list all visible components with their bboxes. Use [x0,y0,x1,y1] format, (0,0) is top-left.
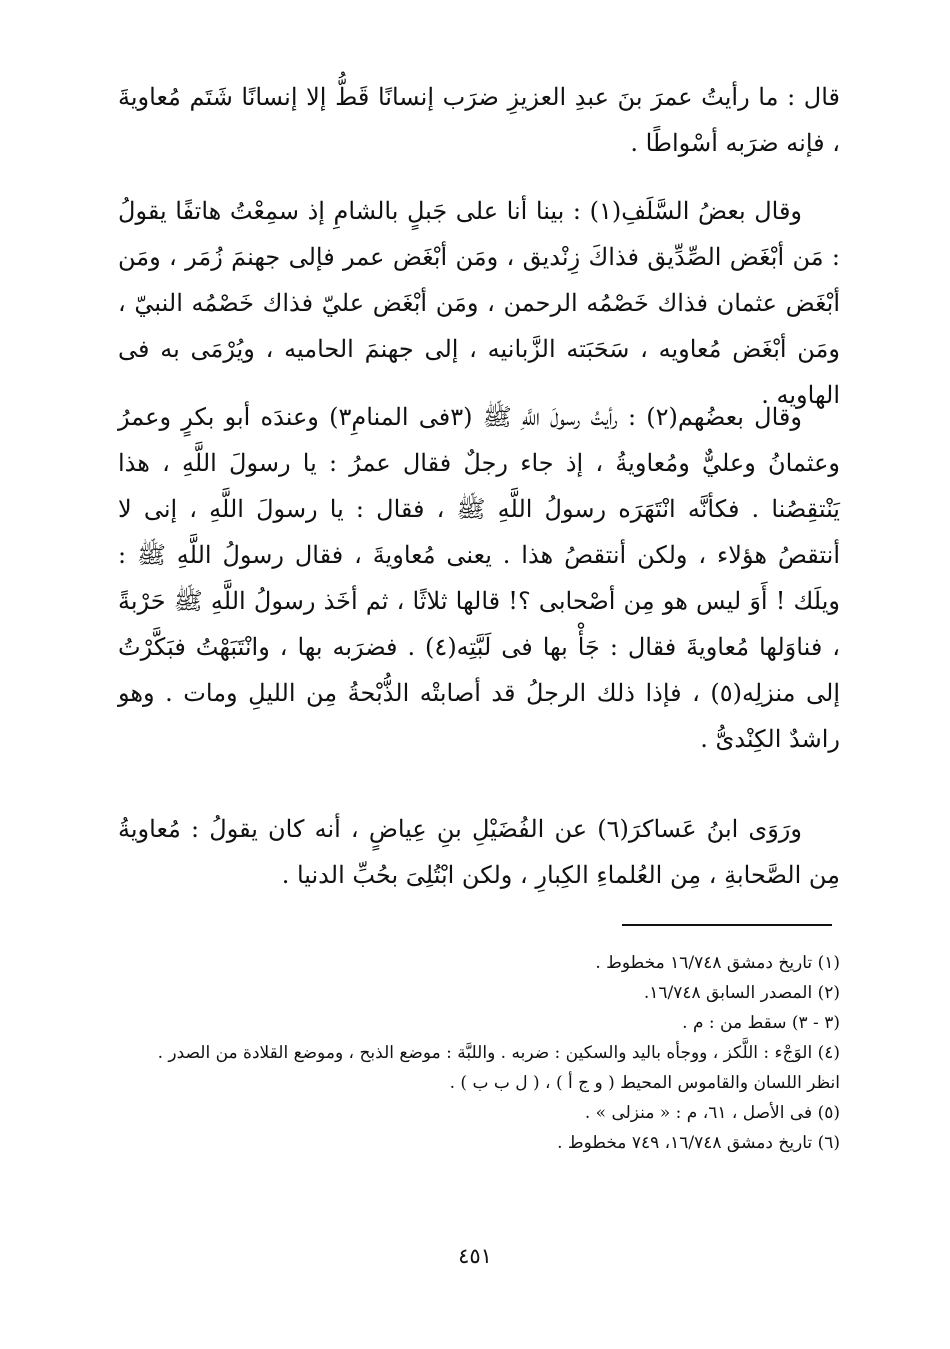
footnote-6: (٦) تاريخ دمشق ١٦/٧٤٨، ٧٤٩ مخطوط . [557,1133,840,1153]
footnote-1: (١) تاريخ دمشق ١٦/٧٤٨ مخطوط . [595,953,840,973]
main-paragraph-2 [118,188,840,418]
main-paragraph-4 [118,806,840,898]
footnotes-section [95,948,840,1158]
footnote-2: (٢) المصدر السابق ١٦/٧٤٨. [643,983,840,1003]
main-paragraph-1 [118,74,840,166]
paragraph-text: ورَوَى ابنُ عَساكرَ(٦) عن الفُضَيْلِ بنِ عِياضٍ ، أنه كان يقولُ : مُعاويةُ مِن الصَّحابةِ ، مِن العُلماءِ الكِبارِ ، ولكن ابْتُلِىَ بحُبِّ الدنيا . [118,815,840,889]
main-paragraph-3 [118,394,840,762]
footnote-4-continued: انظر اللسان والقاموس المحيط ( و ج أ ) ، ( ل ب ب ) . [449,1073,840,1093]
footnote-3: (٣ - ٣) سقط من : م . [682,1013,840,1033]
footnote-divider [622,924,832,926]
footnote-5: (٥) فى الأصل ، ٦١، م : « منزلى » . [584,1103,840,1123]
paragraph-text: قال : ما رأيتُ عمرَ بنَ عبدِ العزيزِ ضرَب إنسانًا قَطُّ إلا إنسانًا شَتَم مُعاويةَ ، فإنه ضرَبه أسْواطًا . [118,83,840,157]
paragraph-text: وقال بعضُ السَّلَفِ(١) : بينا أنا على جَبلٍ بالشامِ إذ سمِعْتُ هاتفًا يقولُ : مَن أبْغَض الصِّدِّيق فذاكَ زِنْديق ، ومَن أبْغَض عمر فإلى جهنمَ زُمَر ، ومَن أبْغَض عثمان فذاك خَصْمُه الرحمن ، ومَن أبْغَض عليّ فذاك خَصْمُه النبيّ ، ومَن أبْغَض مُعاويه ، سَحَبَته الزَّبانيه ، إلى جهنمَ الحاميه ، ويُرْمَى به فى الهاويه . [118,197,840,409]
page-number: ٤٥١ [458,1244,492,1268]
paragraph-text: وقال بعضُهم(٢) : رأيتُ رسولَ اللَّهِ ﷺ (٣فى المنامِ٣) وعندَه أبو بكرٍ وعمرُ وعثمانُ وعليٌّ ومُعاويةُ ، إذ جاء رجلٌ فقال عمرُ : يا رسولَ اللَّهِ ، هذا يَنْتقِصُنا . فكأنَّه انْتَهَرَه رسولُ اللَّهِ ﷺ ، فقال : يا رسولَ اللَّهِ ، إنى لا أنتقصُ هؤلاء ، ولكن أنتقصُ هذا . يعنى مُعاويةَ ، فقال رسولُ اللَّهِ ﷺ : ويلَك ! أَوَ ليس هو مِن أصْحابى ؟! قالها ثلاثًا ، ثم أخَذ رسولُ اللَّهِ ﷺ حَرْبةً ، فناوَلها مُعاويةَ فقال : جَأْ بها فى لَبَّتِه(٤) . فضرَبه بها ، وانْتَبَهْتُ فبَكَّرْتُ إلى منزلِه(٥) ، فإذا ذلك الرجلُ قد أصابتْه الذُّبْحةُ مِن الليلِ ومات . وهو راشدٌ الكِنْدىُّ . [118,403,840,753]
footnote-4: (٤) الوَجْء : اللَّكز ، ووجأه باليد والسكين : ضربه . واللبَّة : موضع الذبح ، وموضع القلادة من الصدر . [157,1043,840,1063]
